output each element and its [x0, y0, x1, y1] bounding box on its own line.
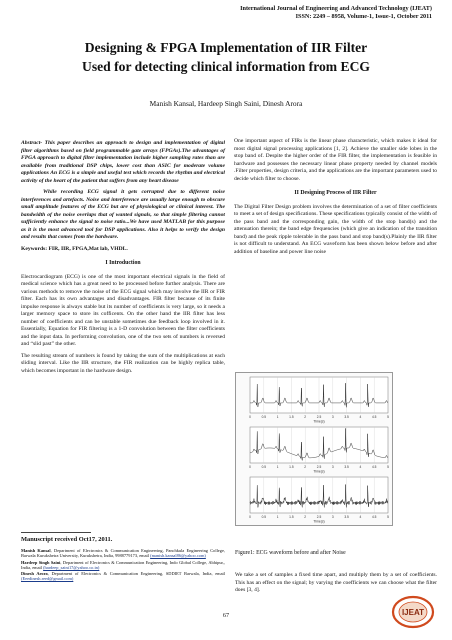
title-line-1: Designing & FPGA Implementation of IIR Filter	[84, 40, 368, 55]
keywords	[21, 246, 225, 254]
x-tick-label: 4.5	[371, 415, 377, 419]
right-column	[234, 138, 437, 260]
x-tick-label: 3.5	[344, 465, 349, 469]
paper-title	[0, 38, 452, 76]
x-tick-label: 1	[276, 515, 279, 519]
ecg-figure	[235, 372, 393, 526]
x-axis-label: Time(s)	[313, 519, 325, 524]
left-column	[21, 140, 225, 379]
x-tick-label: 2.5	[316, 515, 322, 519]
x-tick-label: 3	[331, 465, 334, 469]
page-number: 67	[222, 612, 230, 619]
x-tick-label: 3.5	[344, 415, 349, 419]
x-tick-label: 4	[359, 465, 362, 469]
affiliation-2-email[interactable]: (hardeep_saini17@yahoo.co.in)	[43, 564, 100, 570]
introduction-heading: I Introduction	[105, 260, 141, 266]
affiliation-1-name: Manish Kansal	[21, 548, 51, 553]
affiliation-2-text: , Department of Electronics & Communication Engineering, Indo Global College, Abhipur,, India, email	[21, 559, 225, 570]
x-axis-label: Time(s)	[313, 419, 325, 424]
ecg-panel-3	[249, 477, 389, 524]
x-tick-label: 3.5	[344, 515, 349, 519]
abstract-paragraph-1: Abstract- This paper describes an approach to design and implementation of digital filter algorithms based on field programmable gate arrays (FPGAs).The advantages of FPGA approach to digital filter implementation include higher sampling rates than are available from traditional DSP chips, lower cost than ASIC for moderate volume applications An ECG is a simple and useful test which records the rhythm and electrical activity of the heart of the patient that suffers from any heart disease	[21, 140, 225, 184]
x-tick-label: 5	[387, 465, 389, 469]
affiliation-2	[21, 560, 225, 571]
affiliation-2-name: Hardeep Singh Saini	[21, 559, 61, 565]
x-tick-label: 3	[331, 415, 334, 419]
x-tick-label: 2	[304, 415, 307, 419]
x-tick-label: 0	[249, 465, 251, 469]
x-tick-label: 1	[276, 415, 279, 419]
x-tick-label: 2	[304, 515, 307, 519]
x-tick-label: 0.5	[261, 465, 267, 469]
x-tick-label: 4	[359, 415, 362, 419]
manuscript-received: Manuscript received Oct17, 2011.	[21, 536, 113, 543]
x-tick-label: 0	[249, 515, 251, 519]
x-tick-label: 1.5	[289, 465, 294, 469]
after-figure-paragraph: We take a set of samples a fixed time apart, and multiply them by a set of coefficients. This has an effect on the signal; by varying the coefficients we can choose what the filter does [3, 4].	[235, 572, 437, 593]
x-tick-label: 5	[387, 515, 389, 519]
affiliation-3-email[interactable]: (Eeedinesh.reed@gmail.com)	[21, 576, 74, 582]
title-line-2: Used for detecting clinical information from ECG	[82, 59, 370, 74]
journal-name: International Journal of Engineering and Advanced Technology (IJEAT)	[240, 5, 432, 12]
svg-text:IJEAT: IJEAT	[401, 608, 425, 617]
keywords-text: FIR, IIR, FPGA,Mat lab, VHDL.	[47, 245, 128, 252]
affiliation-1-email[interactable]: (manish.kansal86@yahoo.com)	[150, 553, 206, 559]
x-tick-label: 0	[249, 415, 251, 419]
affiliation-3	[21, 571, 225, 582]
journal-issn: ISSN: 2249 – 8958, Volume-1, Issue-1, October 2011	[295, 13, 432, 20]
designing-process-heading: II Designing Process of IIR Filter	[294, 190, 377, 196]
ecg-panel-1	[249, 377, 389, 424]
affiliation-1	[21, 548, 225, 559]
figure-caption: Figure1: ECG waveform before and after Noise	[235, 550, 346, 556]
ecg-panel-2	[249, 427, 389, 474]
x-tick-label: 1	[276, 465, 279, 469]
x-tick-label: 5	[387, 415, 389, 419]
x-tick-label: 2.5	[316, 465, 322, 469]
ijeat-logo	[390, 594, 436, 630]
affiliation-1-text: , Department of Electronics & Communication Engineering, Panchkula Engineering College, Barwala Kurukshetra University, Kurukshetra, India, 9988779173, email	[21, 548, 226, 559]
affiliation-3-name: Dinesh Arora	[21, 571, 48, 577]
author-list: Manish Kansal, Hardeep Singh Saini, Dinesh Arora	[149, 99, 303, 108]
x-tick-label: 0.5	[261, 515, 267, 519]
x-axis-label: Time(s)	[313, 469, 325, 474]
x-tick-label: 1.5	[289, 415, 294, 419]
x-tick-label: 1.5	[289, 515, 294, 519]
keywords-label: Keywords:	[21, 245, 48, 252]
x-tick-label: 4.5	[371, 515, 377, 519]
x-tick-label: 4.5	[371, 465, 377, 469]
x-tick-label: 2	[304, 465, 307, 469]
x-tick-label: 0.5	[261, 415, 267, 419]
x-tick-label: 2.5	[316, 415, 322, 419]
introduction-paragraph-1: Electrocardiogram (ECG) is one of the most important electrical signals in the field of medical science which has a great need to be processed before further analysis. There are various methods to remove the noise of the ECG signal which may involve the IIR or FIR filter. Each has its own advantages and disadvantages. FIR filter because of its finite impulse response is always stable but its number of coefficients is very large, so it needs a larger memory space to store its cofficents. On the other hand the IIR filter has less number of coefficients and can be unstable sometimes due feedback loop involved in it. Essentially, Equation for FIR filtering is a 1-D convolution between the filter coefficients and the input data. In performing convolution, one of the two sets of numbers is reversed and “slid past” the other.	[21, 273, 225, 347]
x-tick-label: 3	[331, 515, 334, 519]
abstract-paragraph-2: While recording ECG signal it gets corrupted due to different noise interferences and artefacts. Noise and interference are usually large enough to obscure small amplitude features of the ECG but are of physiological or clinical interest. The bandwidth of the noise overlaps that of wanted signals, so that simple filtering cannot sufficiently enhance the signal to noise ratio...We have used MATLAB for this purpose as it is the most advanced tool for DSP applications. Also it helps to verify the design and results that comes from the hardware.	[21, 189, 225, 240]
ijeat-logo-icon	[390, 594, 436, 630]
introduction-paragraph-2: The resulting stream of numbers is found by taking the sum of the multiplications at each sliding interval. Like the IIR structure, the FIR realization can be highly replica table, which becomes important in the hardware design.	[21, 352, 225, 374]
journal-header	[240, 5, 432, 21]
affiliation-3-text: , Department of Electronics & Communication Engineering, SDDIET Barwala, India, email	[47, 571, 225, 577]
author-affiliations	[21, 548, 225, 583]
right-paragraph-1: One important aspect of FIRs is the linear phase characteristic, which makes it ideal for most digital signal processing applications [1, 2]. Achieve the smaller side lobes in the stop band of. Despite the higher order of the FIR filter, the implementation is feasible in hardware and possesses the necessary linear phase property needed by channel models .Filter properties, design criteria, and the applications are the important parameters used to decide which filter to choose.	[234, 138, 437, 182]
footnote-divider	[21, 532, 91, 533]
right-paragraph-2: The Digital Filter Design problem involves the determination of a set of filter coefficients to meet a set of design specifications. These specifications typically consist of the width of the pass band and the corresponding gain, the width of the stop band(s) and the attenuation therein; the band edge frequencies (which give an indication of the transition band) and the peak ripple tolerable in the pass band and stop band(s).Plainly the IIR filter is not difficult to understand. An ECG waveform has been shown below before and after addition of baseline and power line noise	[234, 203, 437, 255]
ecg-plot	[236, 373, 392, 525]
x-tick-label: 4	[359, 515, 362, 519]
